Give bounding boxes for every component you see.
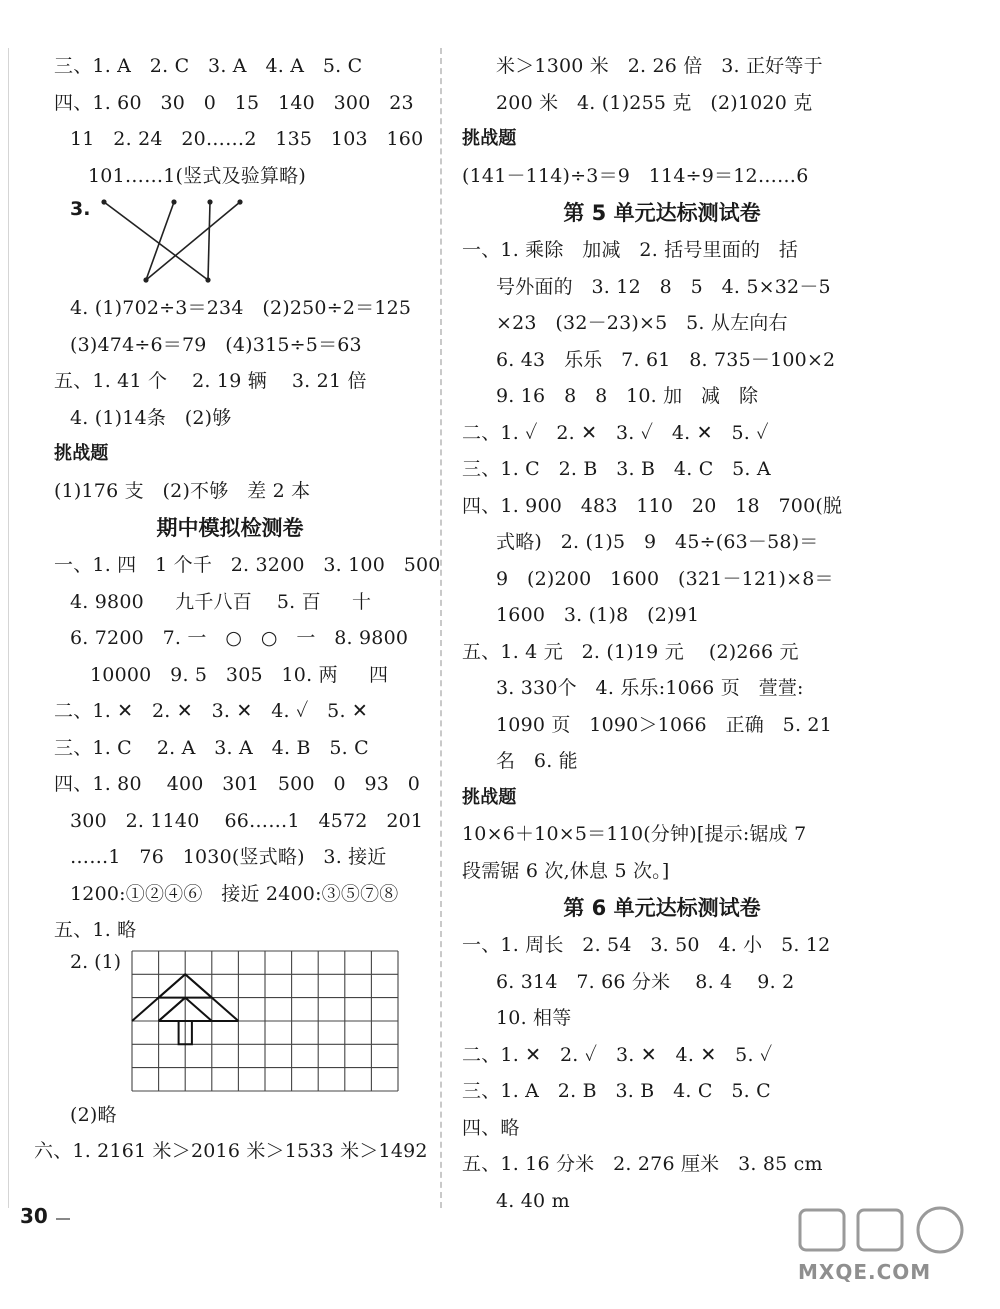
answer-line: 6. 314 7. 66 分米 8. 4 9. 2 [496, 970, 795, 993]
answer-line: 三、1. A 2. B 3. B 4. C 5. C [462, 1080, 771, 1102]
answer-line: 10000 9. 5 305 10. 两 四 [90, 663, 389, 686]
answer-line: 二、1. ✕ 2. ✕ 3. ✕ 4. ✓ 5. ✕ [54, 700, 369, 722]
watermark-text: MXQE.COM [798, 1260, 932, 1284]
answer-line: 9 (2)200 1600 (321－121)×8＝ [496, 567, 834, 590]
answer-line: 1200:①②④⑥ 接近 2400:③⑤⑦⑧ [70, 882, 399, 905]
answer-line: 二、1. ✕ 2. ✓ 3. ✕ 4. ✕ 5. ✓ [462, 1043, 773, 1066]
page-number-rule [56, 1218, 70, 1220]
page-number: 30 [20, 1204, 48, 1228]
answer-line: 1600 3. (1)8 (2)91 [496, 604, 700, 626]
answer-line: 三、1. C 2. B 3. B 4. C 5. A [462, 458, 771, 480]
grid-label: 2. (1) [70, 950, 122, 973]
answer-line: 6. 7200 7. 一 ○ ○ 一 8. 9800 [70, 627, 409, 649]
margin-line [8, 48, 9, 1208]
matching-lines-figure [80, 194, 280, 290]
answer-line: 式略) 2. (1)5 9 45÷(63－58)＝ [496, 531, 819, 553]
answer-line: 11 2. 24 20……2 135 103 160 [70, 128, 424, 150]
matching-diagram [20, 194, 440, 290]
grid-figure [20, 949, 440, 1097]
challenge-heading: 挑战题 [462, 128, 517, 149]
answer-line: 4. 40 m [496, 1189, 570, 1212]
section-title: 期中模拟检测卷 [156, 516, 304, 540]
answer-line: 五、1. 41 个 2. 19 辆 3. 21 倍 [54, 370, 367, 392]
answer-line: 一、1. 周长 2. 54 3. 50 4. 小 5. 12 [462, 934, 831, 956]
left-column [20, 48, 440, 1170]
answer-line: 米＞1300 米 2. 26 倍 3. 正好等于 [496, 55, 823, 77]
challenge-heading: 挑战题 [462, 786, 517, 808]
answer-line: (1)176 支 (2)不够 差 2 本 [54, 479, 311, 502]
challenge-heading: 挑战题 [54, 443, 109, 464]
site-watermark [790, 1200, 980, 1295]
answer-line: 101……1(竖式及验算略) [88, 164, 306, 187]
answer-line: 一、1. 四 1 个千 2. 3200 3. 100 500 [54, 554, 441, 576]
answer-line: ……1 76 1030(竖式略) 3. 接近 [70, 846, 387, 868]
tree-grid-drawing [130, 949, 400, 1097]
answer-line: 9. 16 8 8 10. 加 减 除 [496, 385, 759, 407]
answer-line: (2)略 [70, 1103, 117, 1126]
answer-line: (141－114)÷3＝9 114÷9＝12……6 [462, 164, 809, 187]
answer-line: 300 2. 1140 66……1 4572 201 [70, 809, 424, 832]
answer-line: 四、1. 80 400 301 500 0 93 0 [54, 773, 421, 795]
answer-line: 1090 页 1090＞1066 正确 5. 21 [496, 713, 833, 736]
answer-line: 4. (1)14条 (2)够 [70, 406, 232, 429]
answer-line: 六、1. 2161 米＞2016 米＞1533 米＞1492 [34, 1140, 428, 1162]
column-divider [440, 48, 442, 1208]
watermark-logo-icon [790, 1200, 980, 1260]
answer-line: 4. 9800 九千八百 5. 百 十 [70, 590, 372, 613]
diagram-label: 3. [70, 198, 91, 220]
answer-line: 五、1. 16 分米 2. 276 厘米 3. 85 cm [462, 1153, 823, 1175]
answer-line: 一、1. 乘除 加减 2. 括号里面的 括 [462, 239, 799, 261]
answer-line: ×23 (32－23)×5 5. 从左向右 [496, 312, 788, 334]
answer-line: 段需锯 6 次,休息 5 次。] [462, 859, 670, 882]
answer-line: 二、1. ✓ 2. ✕ 3. ✓ 4. ✕ 5. ✓ [462, 421, 769, 444]
answer-line: 名 6. 能 [496, 750, 578, 772]
section-title: 第 5 单元达标测试卷 [563, 201, 761, 225]
answer-line: (3)474÷6＝79 (4)315÷5＝63 [70, 333, 362, 356]
answer-line: 五、1. 4 元 2. (1)19 元 (2)266 元 [462, 640, 799, 663]
answer-line: 6. 43 乐乐 7. 61 8. 735－100×2 [496, 348, 836, 371]
answer-line: 号外面的 3. 12 8 5 4. 5×32－5 [496, 275, 831, 298]
answer-line: 10×6＋10×5＝110(分钟)[提示:锯成 7 [462, 823, 807, 845]
section-title: 第 6 单元达标测试卷 [563, 896, 761, 920]
answer-line: 四、1. 60 30 0 15 140 300 23 [54, 91, 414, 114]
answer-line: 四、略 [462, 1116, 520, 1139]
answer-line: 三、1. C 2. A 3. A 4. B 5. C [54, 736, 369, 759]
answer-line: 三、1. A 2. C 3. A 4. A 5. C [54, 55, 363, 77]
right-column [462, 48, 862, 1219]
answer-line: 四、1. 900 483 110 20 18 700(脱 [462, 494, 843, 517]
answer-line: 3. 330个 4. 乐乐:1066 页 萱萱: [496, 677, 804, 699]
answer-line: 10. 相等 [496, 1007, 572, 1029]
answer-line: 五、1. 略 [54, 919, 137, 941]
answer-line: 200 米 4. (1)255 克 (2)1020 克 [496, 91, 813, 114]
answer-line: 4. (1)702÷3＝234 (2)250÷2＝125 [70, 297, 412, 319]
